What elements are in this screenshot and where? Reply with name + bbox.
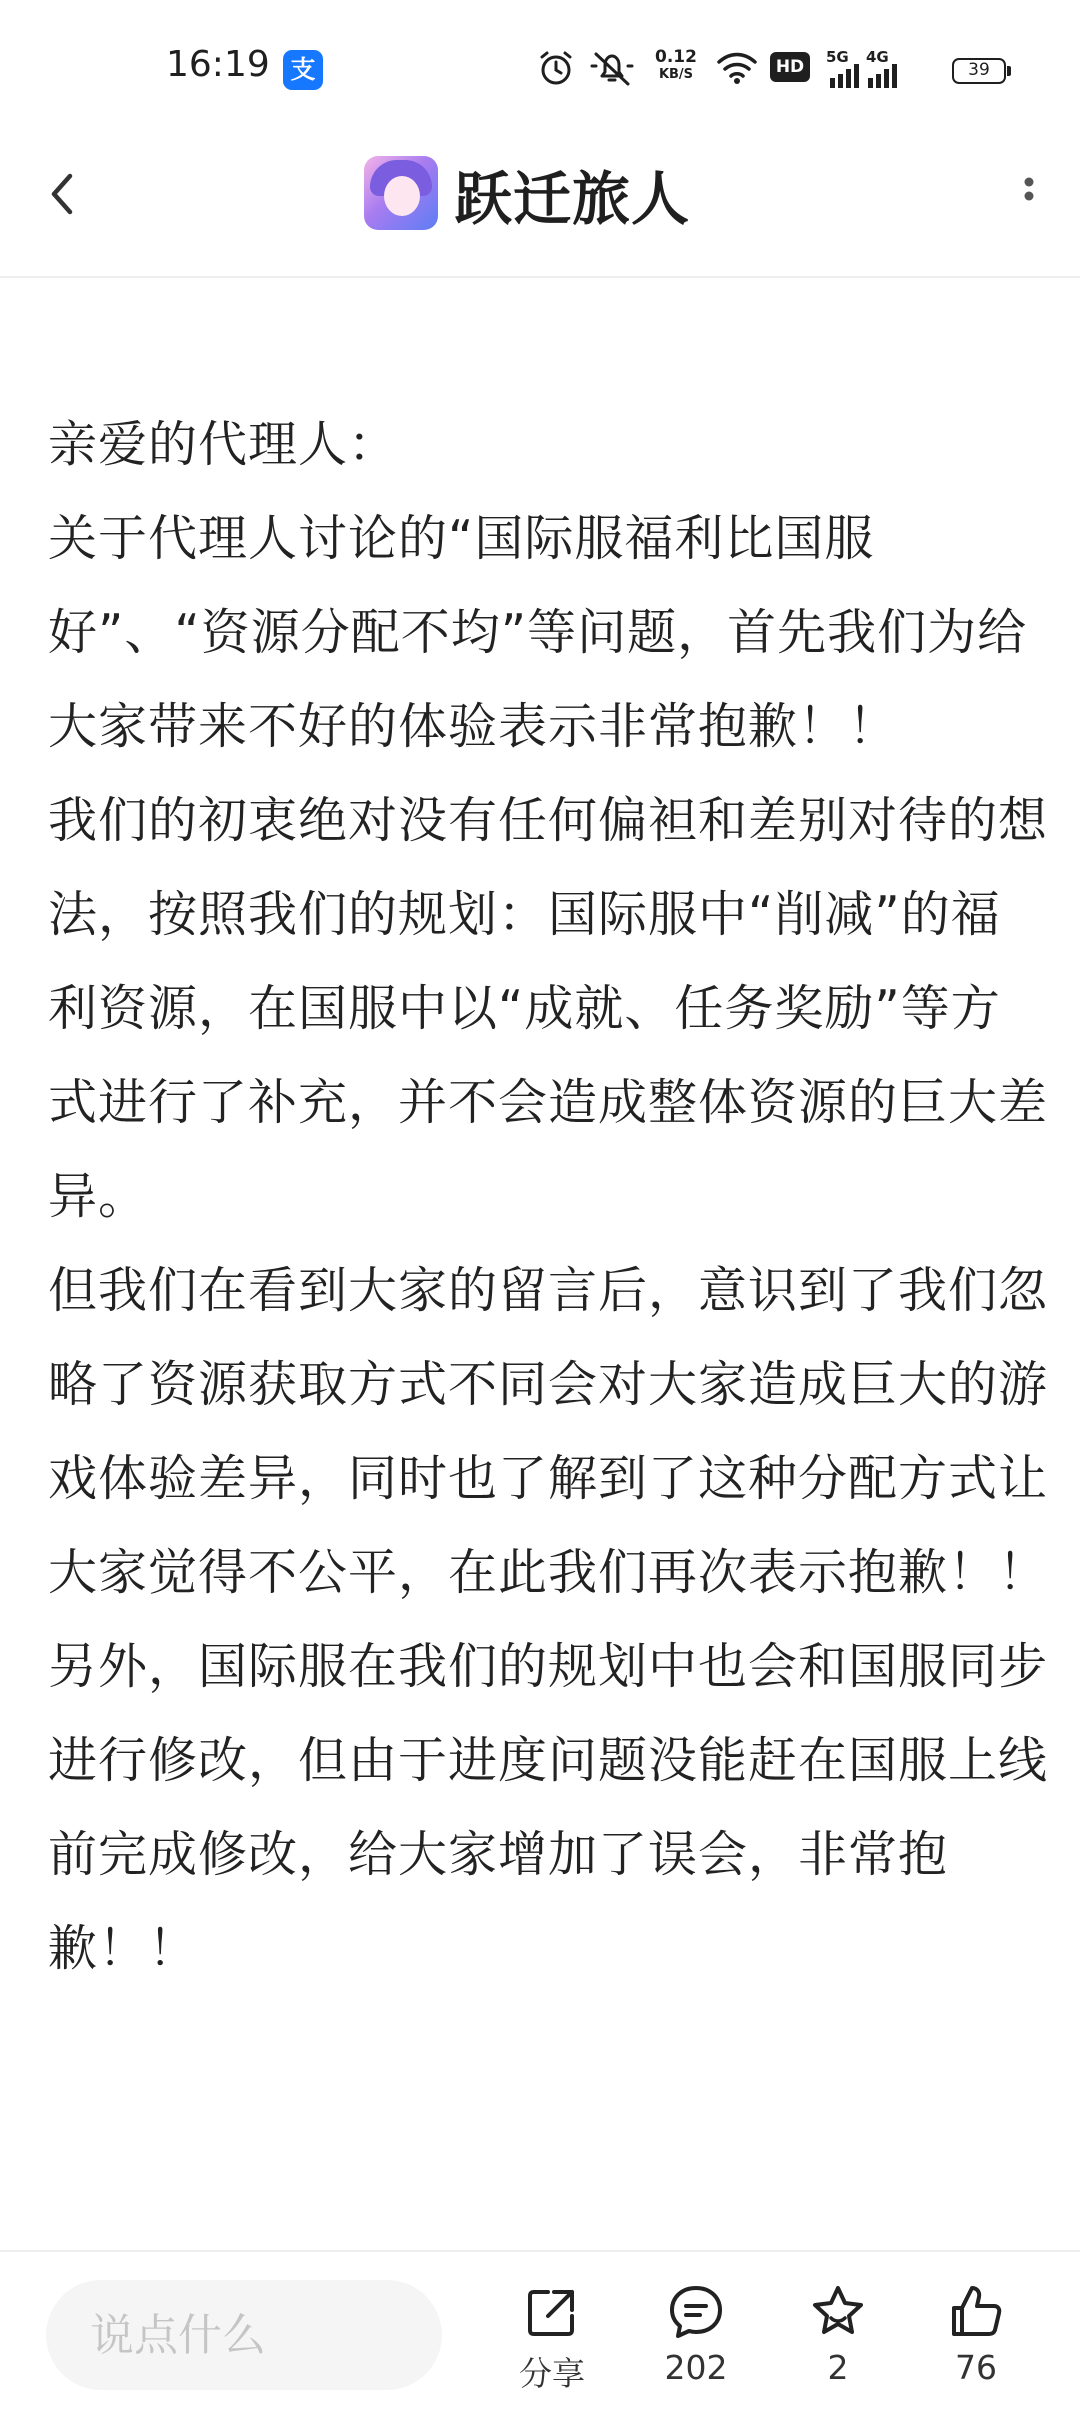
chevron-left-icon[interactable] — [34, 164, 94, 224]
article-body — [48, 398, 1048, 1996]
network-speed — [648, 48, 704, 84]
comments-count: 202 — [664, 2348, 728, 2387]
status-bar — [0, 0, 1080, 140]
share-label: 分享 — [519, 2354, 585, 2393]
like-button[interactable] — [916, 2280, 1036, 2400]
comment-input[interactable] — [46, 2280, 442, 2390]
article-paragraph: 亲爱的代理人： — [48, 416, 399, 473]
speed-value: 0.12 — [655, 47, 697, 67]
article-paragraph: 但我们在看到大家的留言后，意识到了我们忽略了资源获取方式不同会对大家造成巨大的游戏体验差异，同时也了解到了这种分配方式让大家觉得不公平，在此我们再次表示抱歉！！ — [48, 1262, 1049, 1601]
battery-icon: 39 — [952, 58, 1006, 84]
comment-icon — [664, 2280, 728, 2344]
star-icon — [806, 2280, 870, 2344]
alipay-icon: 支 — [283, 50, 323, 90]
article-paragraph: 另外，国际服在我们的规划中也会和国服同步进行修改，但由于进度问题没能赶在国服上线前完成修改，给大家增加了误会，非常抱歉！！ — [48, 1638, 1049, 1977]
speed-unit: KB/S — [658, 67, 694, 82]
avatar-face — [384, 176, 420, 216]
article-paragraph: 我们的初衷绝对没有任何偏袒和差别对待的想法，按照我们的规划：国际服中“削减”的福利资源，在国服中以“成就、任务奖励”等方式进行了补充，并不会造成整体资源的巨大差异。 — [48, 792, 1049, 1225]
avatar[interactable] — [364, 156, 438, 230]
app-header — [0, 140, 1080, 278]
status-time: 16:19 — [166, 44, 270, 85]
signal-4g-icon — [866, 64, 900, 88]
likes-count: 76 — [955, 2348, 997, 2387]
hd-icon: HD — [770, 52, 810, 82]
page-title[interactable]: 跃迁旅人 — [454, 165, 691, 233]
share-icon — [520, 2280, 584, 2344]
favorites-count: 2 — [827, 2348, 849, 2387]
thumbs-up-icon — [944, 2280, 1008, 2344]
favorite-button[interactable] — [778, 2280, 898, 2400]
status-icons — [536, 42, 1016, 98]
5g-label: 5G — [826, 48, 849, 66]
mute-icon — [588, 48, 636, 88]
wifi-icon — [716, 50, 758, 86]
article-paragraph: 关于代理人讨论的“国际服福利比国服好”、“资源分配不均”等问题，首先我们为给大家带来不好的体验表示非常抱歉！！ — [48, 510, 1028, 755]
signal-5g-icon — [828, 64, 862, 88]
alarm-icon — [536, 48, 576, 88]
bottom-action-bar — [0, 2250, 1080, 2412]
4g-label: 4G — [866, 48, 889, 66]
share-button[interactable] — [492, 2280, 612, 2400]
more-vertical-icon[interactable] — [1004, 164, 1054, 224]
comments-button[interactable] — [636, 2280, 756, 2400]
